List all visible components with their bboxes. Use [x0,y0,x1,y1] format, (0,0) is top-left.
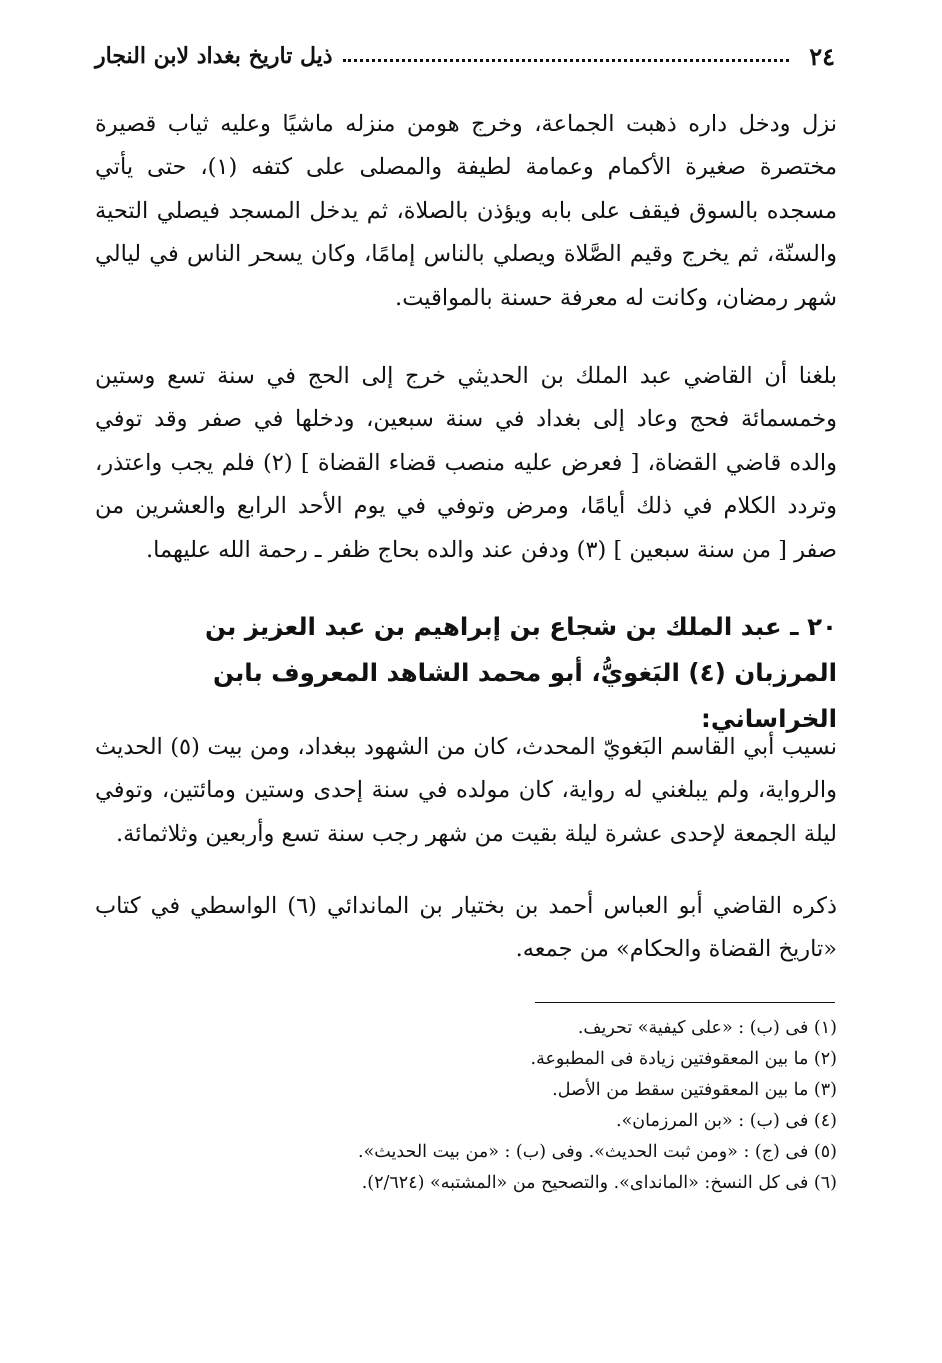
footnotes-list [95,1013,837,1199]
body-paragraph-1: نزل ودخل داره ذهبت الجماعة، وخرج هومن منزله ماشيًا وعليه ثياب قصيرة مختصرة صغيرة الأكمام وعمامة لطيفة والمصلى على كتفه (١)، حتى يأتي مسجده بالسوق فيقف على بابه ويؤذن بالصلاة، ثم يدخل المسجد فيصلي التحية والسنّة، ثم يخرج وقيم الصَّلاة ويصلي بالناس إمامًا، وكان يسحر الناس في ليالي شهر رمضان، وكانت له معرفة حسنة بالمواقيت. [95,110,837,311]
footnote-item: (٦) فى كل النسخ: «الماندای». والتصحيح من «المشتبه» (٢/٦٢٤). [361,1173,837,1193]
footnote-item: (١) فى (ب) : «على كيفية» تحريف. [577,1018,837,1038]
footnote-item: (٥) فى (ج) : «ومن ثبت الحديث». وفى (ب) : «من بيت الحديث». [358,1142,837,1162]
entry-heading: ٢٠ ـ عبد الملك بن شجاع بن إبراهيم بن عبد العزيز بن المرزبان (٤) البَغويُّ، أبو محمد الشاهد المعروف بابن الخراساني: [205,612,837,734]
body-paragraph-3: نسيب أبي القاسم البَغويّ المحدث، كان من الشهود ببغداد، ومن بيت (٥) الحديث والرواية، ولم يبلغني له رواية، كان مولده في سنة إحدى وستين ومائتين، وتوفي ليلة الجمعة لإحدى عشرة ليلة بقيت من شهر رجب سنة تسع وأربعين وثلاثمائة. [95,733,838,847]
running-header [95,36,835,76]
footnote-item: (٣) ما بين المعقوفتين سقط من الأصل. [552,1080,837,1100]
running-title: ذيل تاريخ بغداد لابن النجار [95,43,333,69]
footnote-item: (٢) ما بين المعقوفتين زيادة فى المطبوعة. [530,1049,837,1069]
body-paragraph-4: ذكره القاضي أبو العباس أحمد بن بختيار بن الماندائي (٦) الواسطي في كتاب «تاريخ القضاة والحكام» من جمعه. [95,892,837,962]
page-number: ٢٤ [809,41,835,71]
footnote-item: (٤) فى (ب) : «بن المرزمان». [616,1111,837,1131]
body-paragraph-2: بلغنا أن القاضي عبد الملك بن الحديثي خرج إلى الحج في سنة تسع وستين وخمسمائة فحج وعاد إلى بغداد في سنة سبعين، ودخلها في صفر وقد توفي والده قاضي القضاة، [ فعرض عليه منصب قضاء القضاة ] (٢) فلم يجب واعتذر، وتردد الكلام في ذلك أيامًا، ومرض وتوفي في يوم الأحد الرابع والعشرين من صفر [ من سنة سبعين ] (٣) ودفن عند والده بحاج ظفر ـ رحمة الله عليهما. [95,362,837,563]
footnote-separator [535,1002,835,1003]
header-dotted-leader [343,51,790,62]
